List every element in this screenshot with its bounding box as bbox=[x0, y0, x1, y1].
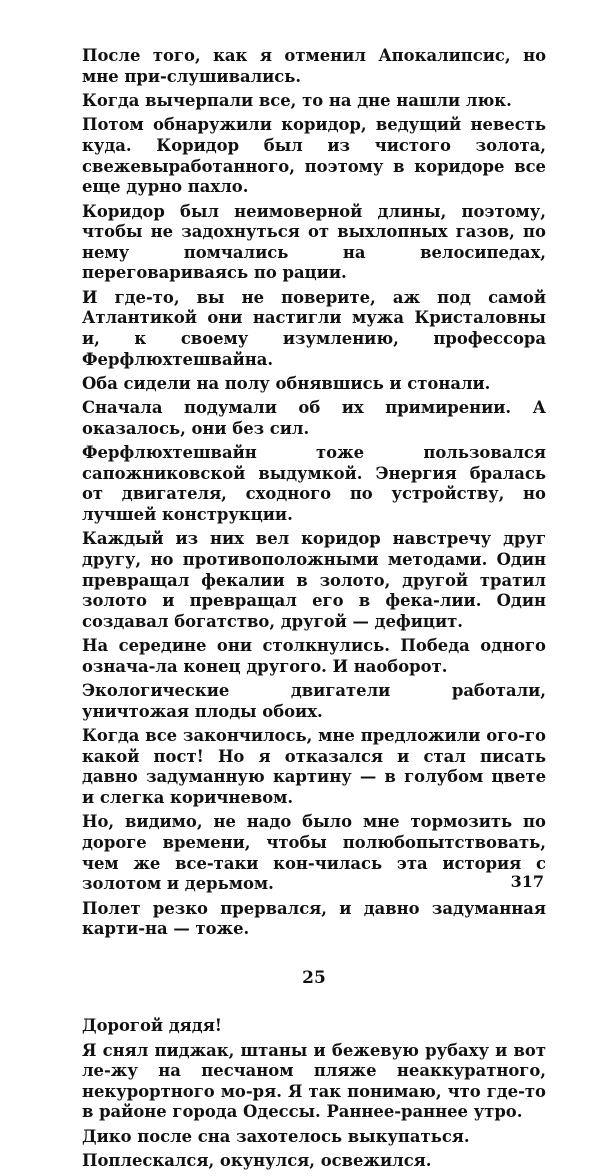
paragraph: Когда все закончилось, мне предложили ого-го какой пост! Но я отказался и стал писать давно задуманную картину — в голубом цвете и слегка коричневом. bbox=[82, 726, 546, 807]
paragraph: И где-то, вы не поверите, аж под самой Атлантикой они настигли мужа Кристаловны и, к своему изумлению, профессора Ферфлюхтешвайна. bbox=[82, 287, 546, 369]
paragraph: Ферфлюхтешвайн тоже пользовался сапожниковской выдумкой. Энергия бралась от двигателя, сходного по устройству, но лучшей конструкции. bbox=[82, 443, 546, 525]
paragraph: Я снял пиджак, штаны и бежевую рубаху и вот ле-жу на песчаном пляже неаккуратного, некурортного мо-ря. Я так понимаю, что где-то в районе города Одессы. Раннее-раннее утро. bbox=[82, 1040, 546, 1122]
paragraph: На середине они столкнулись. Победа одного означа-ла конец другого. И наоборот. bbox=[82, 636, 546, 676]
paragraph: Сначала подумали об их примирении. А оказалось, они без сил. bbox=[82, 398, 546, 438]
paragraph: Потом обнаружили коридор, ведущий невесть куда. Коридор был из чистого золота, свежевыработанного, поэтому в коридоре все еще дурно пахло. bbox=[82, 115, 546, 197]
paragraph: Оба сидели на полу обнявшись и стонали. bbox=[82, 373, 491, 393]
paragraph: Полет резко прервался, и давно задуманная карти-на — тоже. bbox=[82, 898, 546, 939]
page-body bbox=[82, 46, 546, 1176]
paragraph: Но, видимо, не надо было мне тормозить по дороге времени, чтобы полюбопытствовать, чем же все-таки кон-чилась эта история с золотом и дерьмом. bbox=[82, 812, 546, 894]
paragraph: Коридор был неимоверной длины, поэтому, чтобы не задохнуться от выхлопных газов, по нему помчались на велосипедах, переговариваясь по рации. bbox=[82, 201, 546, 283]
paragraph: Каждый из них вел коридор навстречу друг другу, но противоположными методами. Один превращал фекалии в золото, другой тратил золото и превращал его в фека-лии. Один создавал богатство, другой — дефицит. bbox=[82, 529, 546, 631]
page-number: 317 bbox=[510, 872, 544, 891]
paragraph: Поплескался, окунулся, освежился. bbox=[82, 1151, 432, 1171]
paragraph: Экологические двигатели работали, уничтожая плоды обоих. bbox=[82, 681, 546, 721]
paragraph: Дико после сна захотелось выкупаться. bbox=[82, 1126, 470, 1146]
paragraph: Когда вычерпали все, то на дне нашли люк. bbox=[82, 90, 512, 110]
paragraph: После того, как я отменил Апокалипсис, но мне при-слушивались. bbox=[82, 46, 546, 86]
letter-salutation: Дорогой дядя! bbox=[82, 1016, 223, 1036]
chapter-number: 25 bbox=[302, 967, 326, 988]
